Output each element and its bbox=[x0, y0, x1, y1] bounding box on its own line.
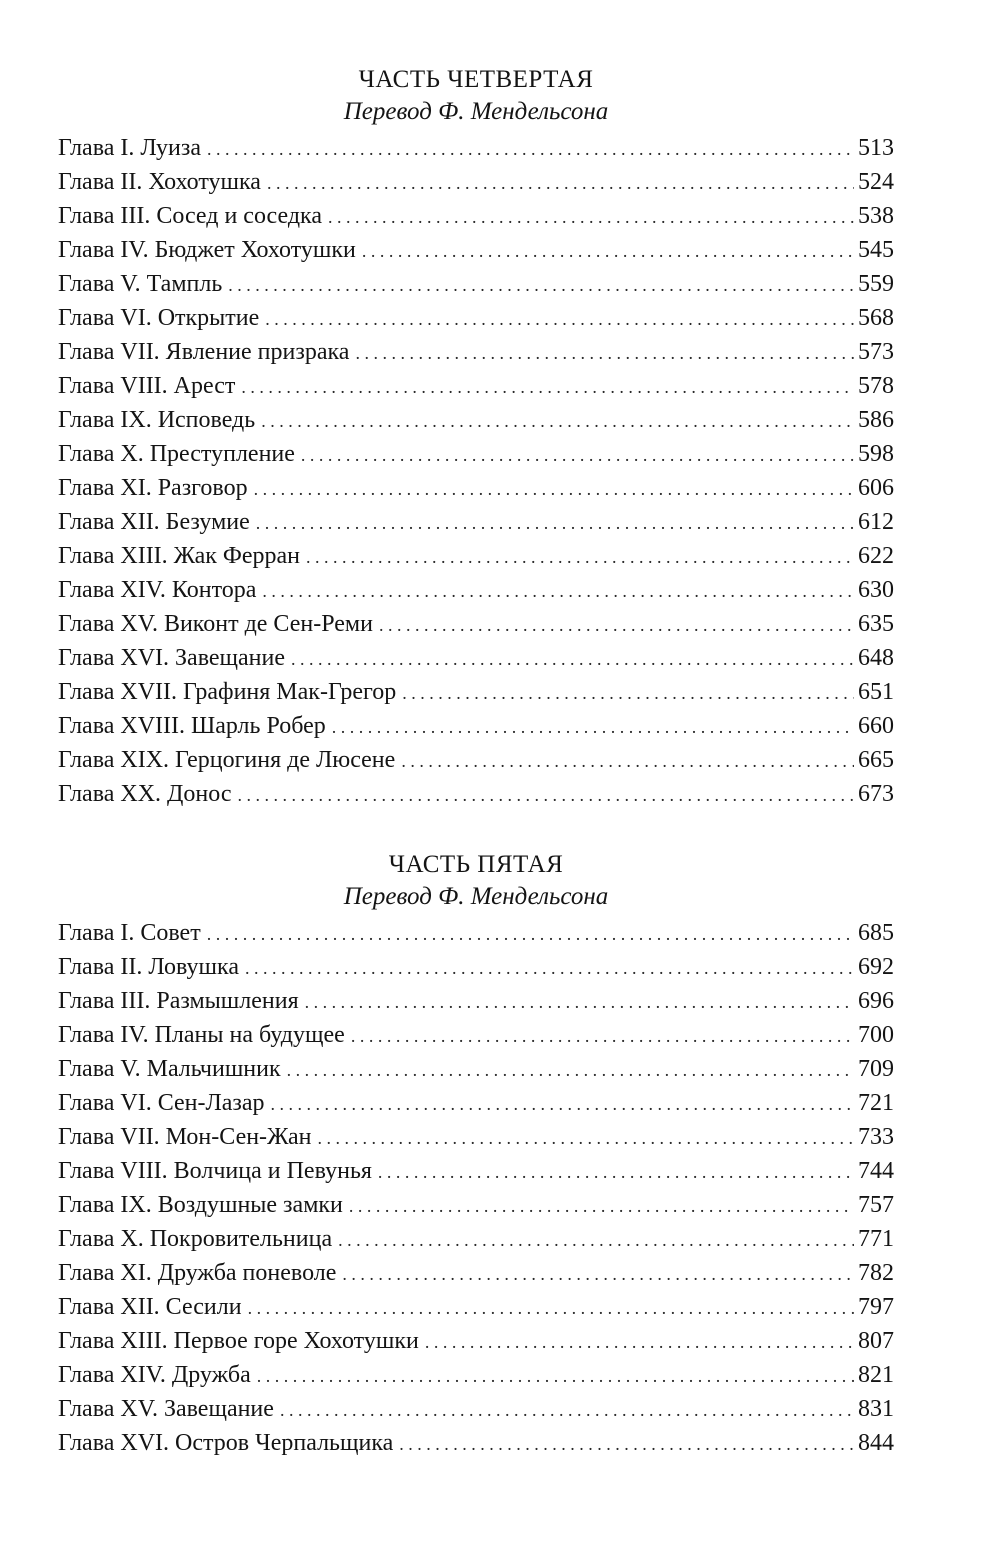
toc-entry bbox=[58, 1426, 894, 1460]
dot-leader bbox=[328, 199, 854, 233]
page-number: 651 bbox=[858, 679, 894, 705]
toc-entry bbox=[58, 777, 894, 811]
toc-entry bbox=[58, 607, 894, 641]
chapter-title: Глава XIV. Контора bbox=[58, 577, 257, 603]
part-four-section bbox=[58, 64, 894, 811]
page-number: 573 bbox=[858, 339, 894, 365]
page-number: 586 bbox=[858, 407, 894, 433]
chapter-title: Глава XII. Сесили bbox=[58, 1294, 242, 1320]
toc-entry bbox=[58, 675, 894, 709]
chapter-title: Глава XX. Донос bbox=[58, 781, 232, 807]
chapter-title: Глава VII. Явление призрака bbox=[58, 339, 350, 365]
toc-entry bbox=[58, 199, 894, 233]
page-number: 771 bbox=[858, 1226, 894, 1252]
page-number: 831 bbox=[858, 1396, 894, 1422]
dot-leader bbox=[238, 777, 855, 811]
chapter-title: Глава III. Сосед и соседка bbox=[58, 203, 322, 229]
dot-leader bbox=[241, 369, 854, 403]
page-number: 622 bbox=[858, 543, 894, 569]
toc-entry bbox=[58, 1392, 894, 1426]
chapter-title: Глава XI. Дружба поневоле bbox=[58, 1260, 337, 1286]
chapter-title: Глава XIV. Дружба bbox=[58, 1362, 251, 1388]
page-number: 744 bbox=[858, 1158, 894, 1184]
toc-entry bbox=[58, 1222, 894, 1256]
page-number: 685 bbox=[858, 920, 894, 946]
part-title: ЧАСТЬ ЧЕТВЕРТАЯ bbox=[358, 66, 594, 93]
chapter-title: Глава IX. Исповедь bbox=[58, 407, 256, 433]
chapter-title: Глава XIII. Жак Ферран bbox=[58, 543, 301, 569]
chapter-title: Глава XV. Виконт де Сен-Реми bbox=[58, 611, 373, 637]
toc-entry bbox=[58, 131, 894, 165]
dot-leader bbox=[228, 267, 854, 301]
page-number: 612 bbox=[858, 509, 894, 535]
chapter-title: Глава XV. Завещание bbox=[58, 1396, 274, 1422]
toc-entry bbox=[58, 1324, 894, 1358]
chapter-title: Глава XVII. Графиня Мак-Грегор bbox=[58, 679, 397, 705]
dot-leader bbox=[256, 505, 854, 539]
toc-entry bbox=[58, 335, 894, 369]
part-five-section bbox=[58, 849, 894, 1460]
dot-leader bbox=[379, 607, 854, 641]
page-number: 524 bbox=[858, 169, 894, 195]
part-title: ЧАСТЬ ПЯТАЯ bbox=[388, 851, 564, 878]
page-number: 721 bbox=[858, 1090, 894, 1116]
chapter-title: Глава XVI. Завещание bbox=[58, 645, 286, 671]
chapter-title: Глава X. Преступление bbox=[58, 441, 295, 467]
page-number: 513 bbox=[858, 135, 894, 161]
page-number: 598 bbox=[858, 441, 894, 467]
dot-leader bbox=[402, 675, 854, 709]
chapter-title: Глава XIII. Первое горе Хохотушки bbox=[58, 1328, 419, 1354]
chapter-title: Глава X. Покровительница bbox=[58, 1226, 333, 1252]
toc-entry bbox=[58, 916, 894, 950]
page-number: 606 bbox=[858, 475, 894, 501]
dot-leader bbox=[362, 233, 854, 267]
dot-leader bbox=[261, 403, 854, 437]
chapter-title: Глава VI. Открытие bbox=[58, 305, 260, 331]
toc-entry bbox=[58, 1052, 894, 1086]
chapter-title: Глава III. Размышления bbox=[58, 988, 299, 1014]
chapter-title: Глава XVI. Остров Черпальщика bbox=[58, 1430, 394, 1456]
chapter-title: Глава II. Ловушка bbox=[58, 954, 239, 980]
dot-leader bbox=[351, 1018, 854, 1052]
toc-entry bbox=[58, 641, 894, 675]
chapter-title: Глава XVIII. Шарль Робер bbox=[58, 713, 326, 739]
page-number: 665 bbox=[858, 747, 894, 773]
page-number: 807 bbox=[858, 1328, 894, 1354]
page-number: 660 bbox=[858, 713, 894, 739]
toc-entry bbox=[58, 369, 894, 403]
toc-entry bbox=[58, 233, 894, 267]
dot-leader bbox=[301, 437, 854, 471]
dot-leader bbox=[305, 984, 854, 1018]
chapter-title: Глава XIX. Герцогиня де Люсене bbox=[58, 747, 396, 773]
dot-leader bbox=[265, 301, 854, 335]
toc-entry bbox=[58, 267, 894, 301]
chapter-list bbox=[58, 916, 894, 1460]
dot-leader bbox=[207, 916, 854, 950]
dot-leader bbox=[207, 131, 854, 165]
part-translator: Перевод Ф. Мендельсона bbox=[343, 98, 609, 125]
chapter-title: Глава V. Мальчишник bbox=[58, 1056, 281, 1082]
dot-leader bbox=[342, 1256, 854, 1290]
page-number: 709 bbox=[858, 1056, 894, 1082]
toc-entry bbox=[58, 301, 894, 335]
toc-entry bbox=[58, 1154, 894, 1188]
toc-entry bbox=[58, 1358, 894, 1392]
page-number: 692 bbox=[858, 954, 894, 980]
dot-leader bbox=[399, 1426, 854, 1460]
chapter-title: Глава IV. Планы на будущее bbox=[58, 1022, 345, 1048]
toc-entry bbox=[58, 1018, 894, 1052]
toc-entry bbox=[58, 505, 894, 539]
toc-entry bbox=[58, 743, 894, 777]
part-translator: Перевод Ф. Мендельсона bbox=[343, 883, 609, 910]
dot-leader bbox=[317, 1120, 854, 1154]
toc-entry bbox=[58, 573, 894, 607]
toc-entry bbox=[58, 1086, 894, 1120]
dot-leader bbox=[306, 539, 854, 573]
page-number: 844 bbox=[858, 1430, 894, 1456]
page-number: 559 bbox=[858, 271, 894, 297]
toc-entry bbox=[58, 984, 894, 1018]
toc-entry bbox=[58, 1188, 894, 1222]
chapter-title: Глава VIII. Волчица и Певунья bbox=[58, 1158, 372, 1184]
toc-entry bbox=[58, 403, 894, 437]
toc-entry bbox=[58, 471, 894, 505]
dot-leader bbox=[291, 641, 854, 675]
page-number: 673 bbox=[858, 781, 894, 807]
dot-leader bbox=[287, 1052, 854, 1086]
dot-leader bbox=[280, 1392, 854, 1426]
dot-leader bbox=[271, 1086, 854, 1120]
chapter-title: Глава I. Совет bbox=[58, 920, 201, 946]
dot-leader bbox=[425, 1324, 854, 1358]
page-number: 630 bbox=[858, 577, 894, 603]
chapter-title: Глава XI. Разговор bbox=[58, 475, 248, 501]
dot-leader bbox=[262, 573, 854, 607]
toc-entry bbox=[58, 165, 894, 199]
toc-entry bbox=[58, 1120, 894, 1154]
dot-leader bbox=[401, 743, 854, 777]
page-number: 700 bbox=[858, 1022, 894, 1048]
chapter-title: Глава VIII. Арест bbox=[58, 373, 236, 399]
page-number: 545 bbox=[858, 237, 894, 263]
page-number: 696 bbox=[858, 988, 894, 1014]
chapter-title: Глава II. Хохотушка bbox=[58, 169, 261, 195]
toc-entry bbox=[58, 437, 894, 471]
chapter-title: Глава I. Луиза bbox=[58, 135, 202, 161]
chapter-title: Глава VI. Сен-Лазар bbox=[58, 1090, 265, 1116]
page-number: 568 bbox=[858, 305, 894, 331]
page-number: 797 bbox=[858, 1294, 894, 1320]
page-number: 538 bbox=[858, 203, 894, 229]
chapter-list bbox=[58, 131, 894, 811]
toc-entry bbox=[58, 950, 894, 984]
page-number: 648 bbox=[858, 645, 894, 671]
toc-entry bbox=[58, 709, 894, 743]
chapter-title: Глава XII. Безумие bbox=[58, 509, 250, 535]
chapter-title: Глава IV. Бюджет Хохотушки bbox=[58, 237, 356, 263]
page-number: 733 bbox=[858, 1124, 894, 1150]
toc-entry bbox=[58, 1256, 894, 1290]
chapter-title: Глава V. Тампль bbox=[58, 271, 223, 297]
page-number: 782 bbox=[858, 1260, 894, 1286]
dot-leader bbox=[254, 471, 854, 505]
dot-leader bbox=[338, 1222, 854, 1256]
dot-leader bbox=[355, 335, 854, 369]
toc-entry bbox=[58, 1290, 894, 1324]
toc-entry bbox=[58, 539, 894, 573]
dot-leader bbox=[248, 1290, 854, 1324]
page-number: 821 bbox=[858, 1362, 894, 1388]
dot-leader bbox=[378, 1154, 854, 1188]
dot-leader bbox=[349, 1188, 854, 1222]
dot-leader bbox=[332, 709, 854, 743]
dot-leader bbox=[257, 1358, 854, 1392]
dot-leader bbox=[245, 950, 854, 984]
chapter-title: Глава IX. Воздушные замки bbox=[58, 1192, 343, 1218]
chapter-title: Глава VII. Мон-Сен-Жан bbox=[58, 1124, 312, 1150]
page-number: 578 bbox=[858, 373, 894, 399]
page-number: 635 bbox=[858, 611, 894, 637]
dot-leader bbox=[267, 165, 854, 199]
page-number: 757 bbox=[858, 1192, 894, 1218]
